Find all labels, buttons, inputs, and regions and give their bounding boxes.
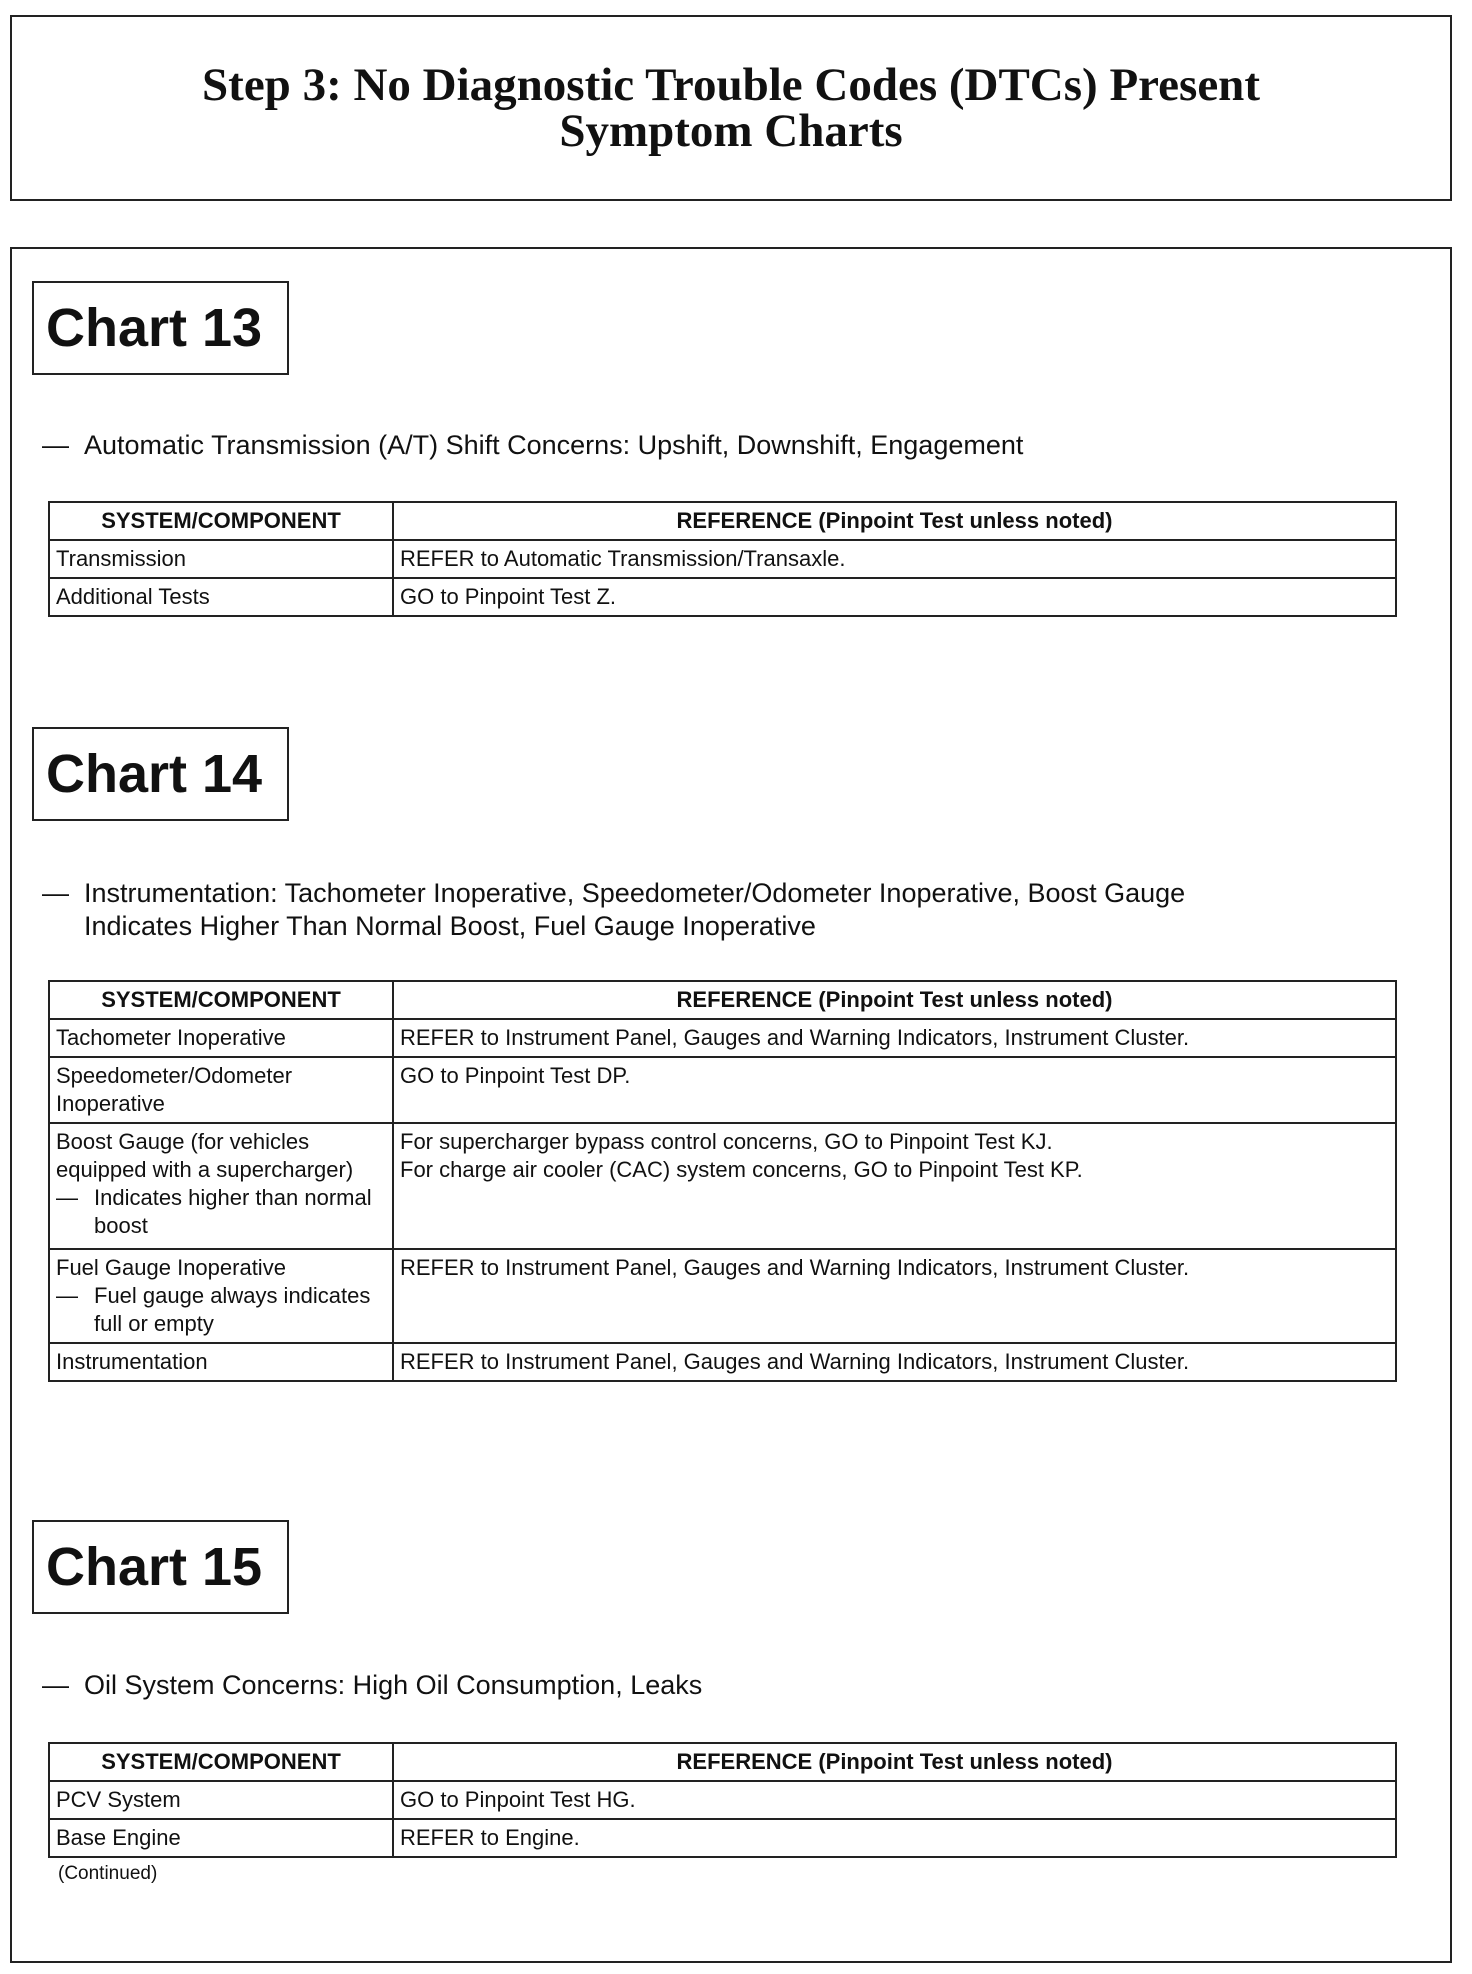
column-header-reference: REFERENCE (Pinpoint Test unless noted) [393, 1743, 1396, 1781]
description-dash: — [42, 878, 69, 908]
chart-15-description [42, 1669, 1402, 1702]
continued-note: (Continued) [58, 1863, 158, 1884]
reference-cell [393, 1123, 1396, 1249]
column-header-reference: REFERENCE (Pinpoint Test unless noted) [393, 502, 1396, 540]
reference-cell: REFER to Engine. [393, 1819, 1396, 1857]
reference-line: For charge air cooler (CAC) system concerns, GO to Pinpoint Test KP. [400, 1157, 1083, 1182]
chart-13-table [48, 501, 1397, 617]
table-row [49, 1249, 1396, 1343]
reference-cell: GO to Pinpoint Test DP. [393, 1057, 1396, 1123]
chart-15-table [48, 1742, 1397, 1858]
column-header-reference: REFERENCE (Pinpoint Test unless noted) [393, 981, 1396, 1019]
symptom-charts-panel [10, 247, 1452, 1963]
table-row [49, 1781, 1396, 1819]
table-row [49, 1019, 1396, 1057]
chart-15-label: Chart 15 [32, 1520, 289, 1614]
description-dash: — [42, 1670, 69, 1700]
reference-cell: REFER to Instrument Panel, Gauges and Warning Indicators, Instrument Cluster. [393, 1019, 1396, 1057]
component-cell: Instrumentation [49, 1343, 393, 1381]
chart-14-label: Chart 14 [32, 727, 289, 821]
page-title-line-1: Step 3: No Diagnostic Trouble Codes (DTCs) Present [202, 59, 1260, 111]
component-name: Boost Gauge (for vehicles equipped with a supercharger) [56, 1129, 354, 1182]
column-header-component: SYSTEM/COMPONENT [49, 502, 393, 540]
component-cell: Speedometer/Odometer Inoperative [49, 1057, 393, 1123]
component-cell: Base Engine [49, 1819, 393, 1857]
page-title-line-2: Symptom Charts [559, 105, 903, 157]
component-cell [49, 1249, 393, 1343]
chart-14-description [42, 877, 1402, 943]
table-header-row [49, 981, 1396, 1019]
subitem-dash: — [56, 1185, 78, 1210]
table-row [49, 540, 1396, 578]
reference-line: For supercharger bypass control concerns, GO to Pinpoint Test KJ. [400, 1129, 1053, 1154]
component-cell: Tachometer Inoperative [49, 1019, 393, 1057]
column-header-component: SYSTEM/COMPONENT [49, 981, 393, 1019]
description-line: Indicates Higher Than Normal Boost, Fuel Gauge Inoperative [84, 911, 816, 941]
reference-cell: REFER to Automatic Transmission/Transaxle. [393, 540, 1396, 578]
component-name: Fuel Gauge Inoperative [56, 1255, 286, 1280]
reference-cell: REFER to Instrument Panel, Gauges and Warning Indicators, Instrument Cluster. [393, 1249, 1396, 1343]
component-cell: Additional Tests [49, 578, 393, 616]
column-header-component: SYSTEM/COMPONENT [49, 1743, 393, 1781]
table-row [49, 1819, 1396, 1857]
page-header [10, 15, 1452, 201]
description-dash: — [42, 430, 69, 460]
table-row [49, 1343, 1396, 1381]
chart-13-label: Chart 13 [32, 281, 289, 375]
reference-cell: GO to Pinpoint Test Z. [393, 578, 1396, 616]
description-line: Instrumentation: Tachometer Inoperative, Speedometer/Odometer Inoperative, Boost Gauge [84, 878, 1186, 908]
table-header-row [49, 1743, 1396, 1781]
chart-13-description [42, 429, 1402, 462]
component-subitem [56, 1282, 386, 1338]
chart-14-table [48, 980, 1397, 1382]
component-subitem [56, 1184, 386, 1240]
table-header-row [49, 502, 1396, 540]
component-cell: PCV System [49, 1781, 393, 1819]
table-row [49, 1057, 1396, 1123]
component-cell: Transmission [49, 540, 393, 578]
subitem-text: Fuel gauge always indicates full or empty [94, 1283, 371, 1336]
subitem-dash: — [56, 1283, 78, 1308]
table-row [49, 1123, 1396, 1249]
reference-cell: GO to Pinpoint Test HG. [393, 1781, 1396, 1819]
component-cell [49, 1123, 393, 1249]
table-row [49, 578, 1396, 616]
description-line: Oil System Concerns: High Oil Consumption, Leaks [84, 1670, 703, 1700]
description-line: Automatic Transmission (A/T) Shift Concerns: Upshift, Downshift, Engagement [84, 430, 1024, 460]
reference-cell: REFER to Instrument Panel, Gauges and Warning Indicators, Instrument Cluster. [393, 1343, 1396, 1381]
subitem-text: Indicates higher than normal boost [94, 1185, 372, 1238]
